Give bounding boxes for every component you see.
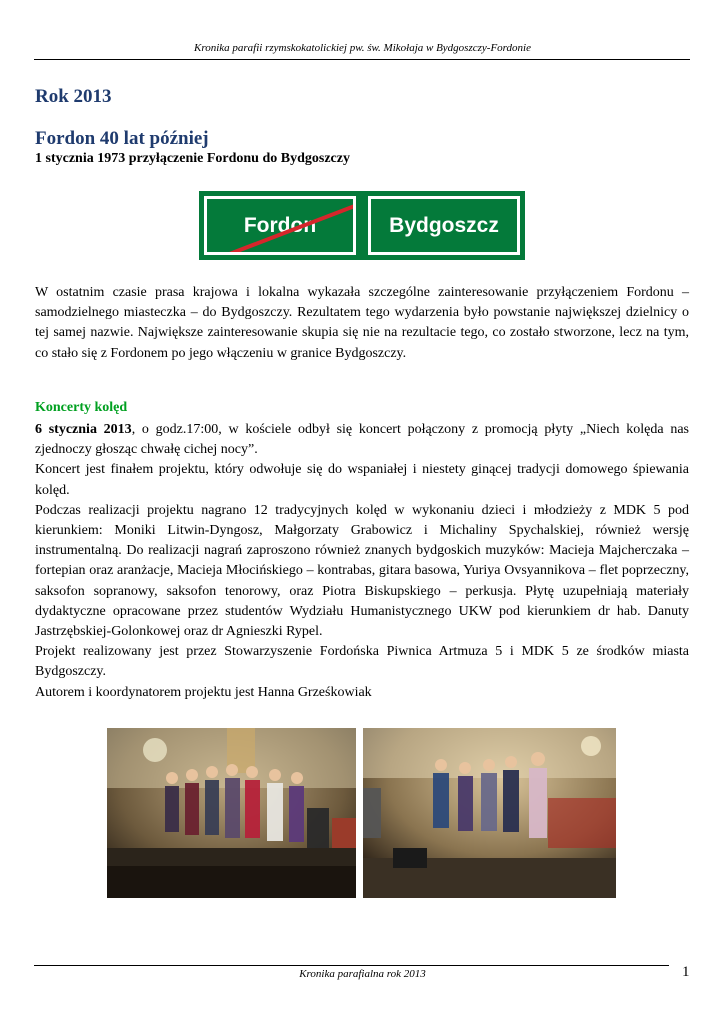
footer-rule bbox=[34, 965, 669, 966]
concert-p5: Autorem i koordynatorem projektu jest Hanna Grześkowiak bbox=[35, 684, 372, 700]
header-rule bbox=[34, 59, 690, 60]
concert-p1 bbox=[35, 420, 689, 460]
page-number: 1 bbox=[682, 964, 690, 980]
year-heading: Rok 2013 bbox=[35, 86, 112, 107]
concert-intro: , o godz.17:00, w kościele odbył się koncert połączony z promocją płyty „Niech kolęda nas zjednoczy głosząc chwałę cichej nocy”. bbox=[35, 422, 689, 458]
article-subtitle: 1 stycznia 1973 przyłączenie Fordonu do Bydgoszczy bbox=[35, 151, 350, 166]
concert-date: 6 stycznia 2013 bbox=[35, 422, 132, 437]
concert-p4: Projekt realizowany jest przez Stowarzyszenie Fordońska Piwnica Artmuza 5 i MDK 5 ze środków miasta Bydgoszczy. bbox=[35, 644, 689, 680]
section-title: Koncerty kolęd bbox=[35, 400, 128, 415]
header-text: Kronika parafii rzymskokatolickiej pw. św. Mikołaja w Bydgoszczy-Fordonie bbox=[194, 42, 531, 54]
concert-p3: Podczas realizacji projektu nagrano 12 tradycyjnych kolęd w wykonaniu dzieci i młodzieży z MDK 5 pod kierunkiem: Moniki Litwin-Dyngosz, Małgorzaty Grabowicz i Michaliny Spychalskiej, również wersję instrumentalną. Do realizacji nagrań zaproszono również znanych bydgoskich muzyków: Macieja Majcherczaka – fortepian oraz aranżacje, Macieja Młocińskiego – kontrabas, gitara basowa, Yuriya Ovsyannikova – flet poprzeczny, saksofon sopranowy, saksofon tenorowy, oraz Piotra Biskupskiego – perkusja. Płytę uzupełniają materiały dydaktyczne opracowane przez studentów Wydziału Humanistycznego UKW pod kierunkiem dr hab. Danuty Jastrzębskiej-Golonkowej oraz dr Agnieszki Rypel. bbox=[35, 502, 689, 640]
footer-text: Kronika parafialna rok 2013 bbox=[299, 968, 426, 980]
concert-p2: Koncert jest finałem projektu, który odwołuje się do wspaniałej i niestety ginącej tradycji domowego śpiewania kolęd. bbox=[35, 462, 689, 498]
fordon-sign bbox=[204, 196, 356, 255]
concert-photo-right bbox=[363, 728, 616, 898]
strike-line bbox=[221, 201, 356, 255]
bydgoszcz-sign-label: Bydgoszcz bbox=[389, 213, 499, 237]
bydgoszcz-sign bbox=[368, 196, 520, 255]
article-title: Fordon 40 lat później bbox=[35, 128, 209, 149]
intro-paragraph: W ostatnim czasie prasa krajowa i lokalna wykazała szczególne zainteresowanie przyłączeniem Fordonu – samodzielnego miasteczka – do Bydgoszczy. Rezultatem tego wydarzenia było powstanie największej dzielnicy o tej samej nazwie. Największe zainteresowanie skupia się nie na rezultacie tego, co zostało stworzone, lecz na tym, co stało się z Fordonem po jego włączeniu w granice Bydgoszczy. bbox=[35, 285, 689, 361]
fordon-sign-label: Fordon bbox=[243, 213, 317, 237]
concert-text bbox=[35, 420, 689, 703]
road-signs-image bbox=[199, 191, 525, 260]
concert-photo-left bbox=[107, 728, 356, 898]
